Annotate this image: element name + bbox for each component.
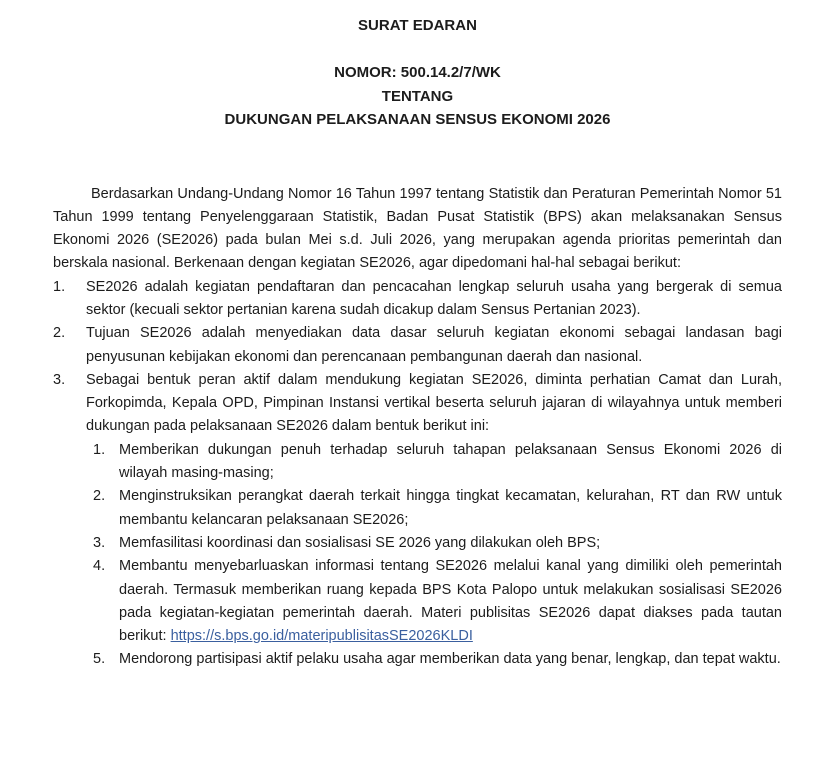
sub-item-3-text: Memfasilitasi koordinasi dan sosialisasi SE 2026 yang dilakukan oleh BPS;	[119, 534, 601, 551]
document-subject: DUKUNGAN PELAKSANAAN SENSUS EKONOMI 2026	[224, 111, 611, 128]
document-tentang: TENTANG	[381, 87, 454, 105]
document-header	[53, 14, 782, 132]
sub-item-5-number: 5.	[93, 651, 106, 668]
sub-item-1-text: Memberikan dukungan penuh terhadap seluruh tahapan pelaksanaan Sensus Ekonomi 2026 di wilayah masing-masing;	[119, 441, 782, 482]
list-item-2-text: Tujuan SE2026 adalah menyediakan data dasar seluruh kegiatan ekonomi sebagai landasan bagi penyusunan kebijakan ekonomi dan perencanaan pembangunan daerah dan nasional.	[86, 325, 782, 365]
list-item-1-number: 1.	[53, 278, 66, 295]
list-item-3	[53, 369, 782, 672]
list-item-3-text: Sebagai bentuk peran aktif dalam mendukung kegiatan SE2026, diminta perhatian Camat dan Lurah, Forkopimda, Kepala OPD, Pimpinan Instansi vertikal beserta seluruh jajaran di wilayahnya untuk memberi dukungan pada pelaksanaan SE2026 dalam bentuk berikut ini:	[86, 371, 782, 435]
sub-item-4-number: 4.	[93, 558, 106, 575]
list-item-1-text: SE2026 adalah kegiatan pendaftaran dan pencacahan lengkap seluruh usaha yang bergerak di semua sektor (kecuali sektor pertanian karena sudah dicakup dalam Sensus Pertanian 2023).	[86, 278, 782, 318]
list-item-3-number: 3.	[53, 371, 66, 388]
list-item-2	[53, 322, 782, 369]
sub-item-2-text: Menginstruksikan perangkat daerah terkait hingga tingkat kecamatan, kelurahan, RT dan RW untuk membantu kelancaran pelaksanaan SE2026;	[119, 488, 782, 528]
list-item-1	[53, 276, 782, 323]
sub-item-2	[93, 485, 782, 532]
opening-paragraph: Berdasarkan Undang-Undang Nomor 16 Tahun 1997 tentang Statistik dan Peraturan Pemerintah Nomor 51 Tahun 1999 tentang Penyelenggaraan Statistik, Badan Pusat Statistik (BPS) akan melaksanakan Sensus Ekonomi 2026 (SE2026) pada bulan Mei s.d. Juli 2026, yang merupakan agenda prioritas pemerintah dan berskala nasional. Berkenaan dengan kegiatan SE2026, agar dipedomani hal-hal sebagai berikut:	[53, 185, 782, 272]
main-list	[53, 276, 782, 672]
sub-item-4	[93, 555, 782, 648]
sub-item-2-number: 2.	[93, 488, 106, 505]
document-number: NOMOR: 500.14.2/7/WK	[334, 64, 501, 81]
sub-item-1	[93, 439, 782, 486]
sub-item-5-text: Mendorong partisipasi aktif pelaku usaha agar memberikan data yang benar, lengkap, dan tepat waktu.	[119, 651, 781, 668]
sub-item-3	[93, 532, 782, 555]
sub-item-1-number: 1.	[93, 441, 106, 458]
list-item-2-number: 2.	[53, 325, 66, 342]
sub-item-3-number: 3.	[93, 534, 106, 551]
list-item-3-body	[86, 369, 782, 672]
sub-item-5	[93, 648, 782, 671]
sub-item-4-text	[119, 555, 782, 648]
sub-list	[93, 439, 782, 672]
document-title: SURAT EDARAN	[358, 17, 477, 34]
publicity-material-link[interactable]: https://s.bps.go.id/materipublisitasSE2026KLDI	[170, 628, 473, 645]
header-spacer	[53, 38, 782, 62]
sub-item-4-text-before-link: Membantu menyebarluaskan informasi tentang SE2026 melalui kanal yang dimiliki oleh pemerintah daerah. Termasuk memberikan ruang kepada BPS Kota Palopo untuk melakukan sosialisasi SE2026 pada kegiatan-kegiatan pemerintah daerah. Materi publisitas SE2026 dapat diakses pada tautan berikut:	[119, 558, 782, 645]
